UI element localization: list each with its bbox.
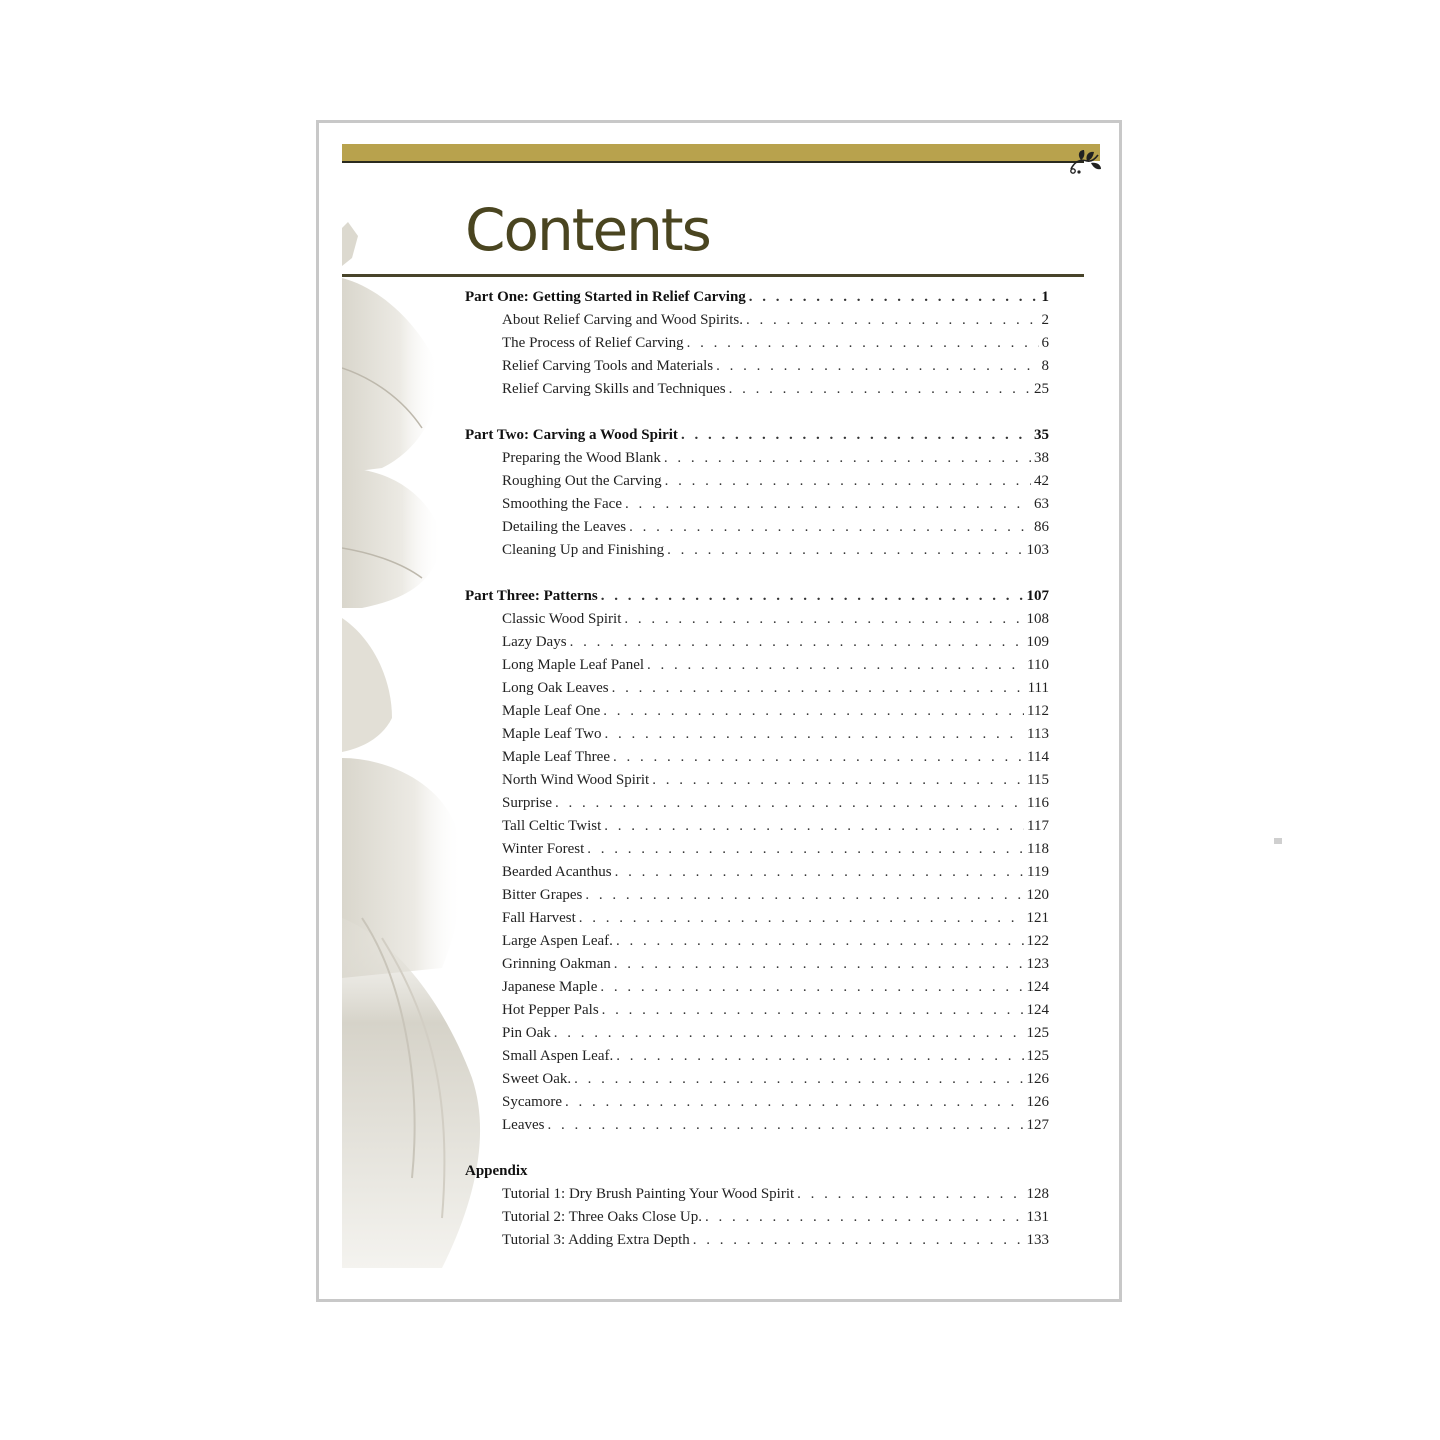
dot-leader [570,631,1024,654]
toc-entry-row[interactable] [465,309,1049,332]
toc-entry-label: Relief Carving Skills and Techniques [502,381,726,397]
toc-section-appendix [465,1160,1049,1252]
toc-entry-label: Part Three: Patterns [465,588,598,604]
toc-entry-label: Maple Leaf Two [502,726,602,742]
toc-page-number: 108 [1026,611,1049,627]
dot-leader [579,907,1024,930]
toc-entry-label: Hot Pepper Pals [502,1002,599,1018]
toc-page-number: 123 [1026,956,1049,972]
toc-entry-row[interactable] [465,654,1049,677]
toc-entry-label: Part Two: Carving a Wood Spirit [465,427,678,443]
toc-entry-row[interactable] [465,861,1049,884]
toc-appendix-heading[interactable]: Appendix [465,1163,528,1179]
toc-page-number: 119 [1027,864,1049,880]
toc-page-number: 128 [1026,1186,1049,1202]
toc-page-number: 124 [1026,979,1049,995]
toc-entry-row[interactable] [465,470,1049,493]
dot-leader [614,953,1024,976]
dot-leader [647,654,1024,677]
header-rule [342,161,1084,163]
toc-entry-row[interactable] [465,815,1049,838]
toc-page-number: 103 [1026,542,1049,558]
toc-page-number: 6 [1041,335,1049,351]
toc-entry-row[interactable] [465,677,1049,700]
toc-entry-label: Fall Harvest [502,910,576,926]
toc-entry-label: About Relief Carving and Wood Spirits. [502,312,743,328]
dot-leader [565,1091,1024,1114]
toc-entry-label: Sweet Oak. [502,1071,572,1087]
dot-leader [603,700,1024,723]
toc-entry-row[interactable] [465,769,1049,792]
toc-entry-row[interactable] [465,539,1049,562]
toc-page-number: 109 [1026,634,1049,650]
toc-page-number: 125 [1026,1025,1049,1041]
dot-leader [729,378,1031,401]
page-title: Contents [465,196,710,264]
dot-leader [613,746,1024,769]
toc-page-number: 35 [1034,427,1049,443]
toc-entry-label: Surprise [502,795,552,811]
toc-entry-row[interactable] [465,999,1049,1022]
toc-entry-row[interactable] [465,1091,1049,1114]
toc-page-number: 42 [1034,473,1049,489]
dot-leader [749,286,1039,309]
dot-leader [587,838,1024,861]
toc-entry-row[interactable] [465,608,1049,631]
dot-leader [625,493,1031,516]
toc-entry-row[interactable] [465,378,1049,401]
toc-entry-row[interactable] [465,1045,1049,1068]
dot-leader [585,884,1023,907]
toc-entry-label: Japanese Maple [502,979,598,995]
dot-leader [797,1183,1023,1206]
dot-leader [629,516,1031,539]
toc-part-row[interactable] [465,286,1049,309]
toc-page-number: 122 [1026,933,1049,949]
dot-leader [554,1022,1024,1045]
toc-page-number: 115 [1027,772,1049,788]
toc-page-number: 1 [1041,289,1049,305]
toc-entry-label: Tutorial 3: Adding Extra Depth [502,1232,690,1248]
toc-entry-row[interactable] [465,907,1049,930]
toc-entry-label: Tall Celtic Twist [502,818,602,834]
toc-page-number: 113 [1027,726,1049,742]
toc-entry-label: Detailing the Leaves [502,519,627,535]
toc-part-row[interactable] [465,585,1049,608]
toc-part-row[interactable] [465,424,1049,447]
toc-page-number: 126 [1026,1071,1049,1087]
toc-entry-label: Bearded Acanthus [502,864,612,880]
toc-page-number: 125 [1026,1048,1049,1064]
toc-entry-label: Smoothing the Face [502,496,622,512]
title-rule [342,274,1084,277]
dot-leader [624,608,1023,631]
toc-entry-label: Classic Wood Spirit [502,611,622,627]
dot-leader [615,861,1024,884]
dot-leader [716,355,1038,378]
toc-entry-row[interactable] [465,700,1049,723]
toc-page-number: 118 [1027,841,1049,857]
toc-entry-label: Roughing Out the Carving [502,473,662,489]
toc-section-part-three [465,585,1049,1137]
toc-page-number: 111 [1027,680,1049,696]
toc-entry-label: Small Aspen Leaf. [502,1048,614,1064]
toc-entry-label: Grinning Oakman [502,956,611,972]
toc-entry-label: Maple Leaf One [502,703,601,719]
dot-leader [604,723,1024,746]
toc-page-number: 121 [1026,910,1049,926]
toc-entry-label: Part One: Getting Started in Relief Carving [465,289,746,305]
toc-entry-row[interactable] [465,838,1049,861]
toc-page-number: 133 [1026,1232,1049,1248]
dot-leader [665,470,1031,493]
toc-entry-label: Bitter Grapes [502,887,583,903]
toc-page-number: 2 [1041,312,1049,328]
toc-entry-label: North Wind Wood Spirit [502,772,650,788]
toc-section-part-two [465,424,1049,562]
toc-entry-row[interactable] [465,976,1049,999]
toc-entry-row[interactable] [465,355,1049,378]
toc-page-number: 63 [1034,496,1049,512]
toc-entry-label: Sycamore [502,1094,562,1110]
toc-section-part-one [465,286,1049,401]
toc-page-number: 86 [1034,519,1049,535]
dot-leader [602,999,1024,1022]
stray-mark [1274,838,1282,844]
toc-page-number: 126 [1026,1094,1049,1110]
toc-entry-row[interactable] [465,1022,1049,1045]
toc-page-number: 112 [1027,703,1049,719]
toc-page-number: 110 [1027,657,1049,673]
header-color-band [342,144,1100,161]
toc-page-number: 120 [1026,887,1049,903]
toc-page-number: 8 [1041,358,1049,374]
toc-entry-label: Relief Carving Tools and Materials [502,358,714,374]
dot-leader [616,930,1024,953]
toc-entry-row[interactable] [465,746,1049,769]
toc-entry-row[interactable] [465,332,1049,355]
dot-leader [687,332,1039,355]
toc-entry-row[interactable] [465,953,1049,976]
dot-leader [664,447,1031,470]
dot-leader [574,1068,1023,1091]
toc-page-number: 114 [1027,749,1049,765]
dot-leader [681,424,1031,447]
toc-entry-row[interactable] [465,516,1049,539]
dot-leader [693,1229,1024,1252]
dot-leader [616,1045,1023,1068]
leaf-ornament-icon [1067,147,1103,177]
toc-entry-row[interactable] [465,1183,1049,1206]
toc-entry-label: The Process of Relief Carving [502,335,684,351]
toc-entry-row[interactable] [465,1229,1049,1252]
toc-entry-label: Pin Oak [502,1025,551,1041]
toc-page-number: 38 [1034,450,1049,466]
toc-entry-row[interactable] [465,493,1049,516]
toc-entry-label: Preparing the Wood Blank [502,450,661,466]
dot-leader [612,677,1025,700]
toc-entry-row[interactable] [465,1114,1049,1137]
toc-entry-label: Large Aspen Leaf. [502,933,613,949]
toc-entry-row[interactable] [465,884,1049,907]
toc-entry-label: Long Oak Leaves [502,680,609,696]
toc-entry-label: Tutorial 2: Three Oaks Close Up. [502,1209,702,1225]
dot-leader [600,976,1023,999]
toc-page-number: 131 [1026,1209,1049,1225]
toc-entry-row[interactable] [465,792,1049,815]
book-page [316,120,1122,1302]
toc-page-number: 25 [1034,381,1049,397]
dot-leader [555,792,1024,815]
dot-leader [705,1206,1024,1229]
toc-entry-row[interactable] [465,447,1049,470]
toc-page-number: 127 [1026,1117,1049,1133]
toc-entry-row[interactable] [465,930,1049,953]
dot-leader [652,769,1024,792]
toc-page-number: 117 [1027,818,1049,834]
toc-page-number: 116 [1027,795,1049,811]
dot-leader [746,309,1039,332]
toc-entry-label: Winter Forest [502,841,585,857]
toc-entry-row[interactable] [465,1206,1049,1229]
dot-leader [601,585,1024,608]
toc-page-number: 107 [1026,588,1049,604]
toc-entry-label: Tutorial 1: Dry Brush Painting Your Wood Spirit [502,1186,795,1202]
dot-leader [547,1114,1023,1137]
toc-entry-label: Maple Leaf Three [502,749,610,765]
toc-entry-row[interactable] [465,1068,1049,1091]
toc-entry-row[interactable] [465,631,1049,654]
toc-entry-label: Cleaning Up and Finishing [502,542,665,558]
table-of-contents [465,286,1049,1275]
toc-entry-label: Leaves [502,1117,545,1133]
dot-leader [667,539,1023,562]
toc-entry-label: Lazy Days [502,634,567,650]
toc-entry-label: Long Maple Leaf Panel [502,657,645,673]
toc-entry-row[interactable] [465,723,1049,746]
dot-leader [604,815,1024,838]
toc-page-number: 124 [1026,1002,1049,1018]
